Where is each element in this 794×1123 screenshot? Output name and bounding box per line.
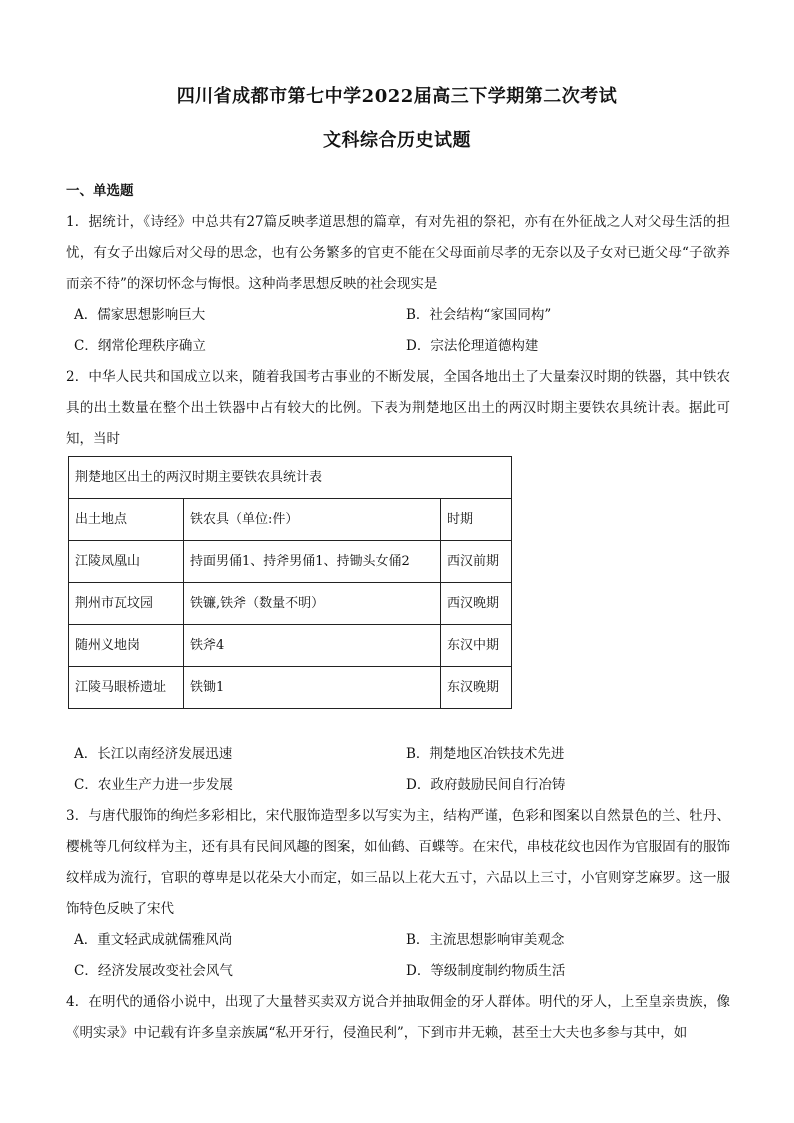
- table-cell: 江陵凤凰山: [69, 541, 184, 583]
- document-subtitle: 文科综合历史试题: [323, 130, 471, 151]
- table-header-location: 出土地点: [69, 499, 184, 541]
- question-2-text: 2．中华人民共和国成立以来，随着我国考古事业的不断发展，全国各地出土了大量秦汉时期的铁器，其中铁农具的出土数量在整个出土铁器中占有较大的比例。下表为荆楚地区出土的两汉时期主要铁农具统计表。据此可知，当时: [66, 369, 730, 447]
- question-1-text: 1．据统计，《诗经》中总共有27篇反映孝道思想的篇章，有对先祖的祭祀，亦有在外征战之人对父母生活的担忧，有女子出嫁后对父母的思念，也有公务繁多的官吏不能在父母面前尽孝的无奈以及子女对已逝父母“子欲养而亲不待”的深切怀念与悔恨。这种尚孝思想反映的社会现实是: [66, 214, 730, 292]
- table-cell: 西汉晚期: [441, 583, 512, 625]
- table-cell: 西汉前期: [441, 541, 512, 583]
- table-caption-row: [69, 457, 512, 499]
- question-3-option-a[interactable]: A．重文轻武成就儒雅风尚: [74, 932, 233, 948]
- document-title: 四川省成都市第七中学2022届高三下学期第二次考试: [176, 86, 618, 107]
- table-row: [69, 583, 512, 625]
- question-3-option-d[interactable]: D．等级制度制约物质生活: [406, 963, 566, 979]
- question-1-option-b[interactable]: B．社会结构“家国同构”: [406, 307, 552, 323]
- table-cell: 铁斧4: [184, 625, 441, 667]
- question-3-option-c[interactable]: C．经济发展改变社会风气: [74, 963, 233, 979]
- question-4-text: 4．在明代的通俗小说中，出现了大量替买卖双方说合并抽取佣金的牙人群体。明代的牙人，上至皇亲贵族，像《明实录》中记载有许多皇亲族属“私开牙行，侵渔民利”，下到市井无赖，甚至士大夫也多参与其中，如: [66, 994, 730, 1041]
- table-header-period: 时期: [441, 499, 512, 541]
- table-cell: 荆州市瓦坟园: [69, 583, 184, 625]
- question-1-option-d[interactable]: D．宗法伦理道德构建: [406, 338, 539, 354]
- table-caption: 荆楚地区出土的两汉时期主要铁农具统计表: [69, 457, 512, 499]
- question-1-option-a[interactable]: A．儒家思想影响巨大: [74, 307, 206, 323]
- table-header-row: [69, 499, 512, 541]
- question-1-option-c[interactable]: C．纲常伦理秩序确立: [74, 338, 206, 354]
- question-3-option-b[interactable]: B．主流思想影响审美观念: [406, 932, 565, 948]
- table-header-tools: 铁农具（单位:件）: [184, 499, 441, 541]
- table-cell: 随州义地岗: [69, 625, 184, 667]
- table-cell: 东汉晚期: [441, 667, 512, 709]
- table-cell: 东汉中期: [441, 625, 512, 667]
- table-cell: 铁锄1: [184, 667, 441, 709]
- question-1-options: [66, 300, 730, 362]
- table-cell: 铁镰,铁斧（数量不明）: [184, 583, 441, 625]
- question-3-options: [66, 925, 730, 987]
- iron-tools-table: [68, 456, 512, 709]
- table-cell: 江陵马眼桥遗址: [69, 667, 184, 709]
- question-2-option-b[interactable]: B．荆楚地区冶铁技术先进: [406, 746, 565, 762]
- table-row: [69, 541, 512, 583]
- section-heading: 一、单选题: [66, 183, 134, 199]
- table-cell: 持面男俑1、持斧男俑1、持锄头女俑2: [184, 541, 441, 583]
- table-row: [69, 625, 512, 667]
- question-2-option-a[interactable]: A．长江以南经济发展迅速: [74, 746, 233, 762]
- question-2-options: [66, 739, 730, 801]
- question-2-option-c[interactable]: C．农业生产力进一步发展: [74, 777, 233, 793]
- table-row: [69, 667, 512, 709]
- question-3-text: 3．与唐代服饰的绚烂多彩相比，宋代服饰造型多以写实为主，结构严谨，色彩和图案以自然景色的兰、牡丹、樱桃等几何纹样为主，还有具有民间风趣的图案，如仙鹤、百蝶等。在宋代，串枝花纹也因作为官服固有的服饰纹样成为流行，官职的尊卑是以花朵大小而定，如三品以上花大五寸，六品以上三寸，小官则穿芝麻罗。这一服饰特色反映了宋代: [66, 808, 730, 917]
- document-body: [66, 176, 730, 1049]
- question-2-option-d[interactable]: D．政府鼓励民间自行冶铸: [406, 777, 566, 793]
